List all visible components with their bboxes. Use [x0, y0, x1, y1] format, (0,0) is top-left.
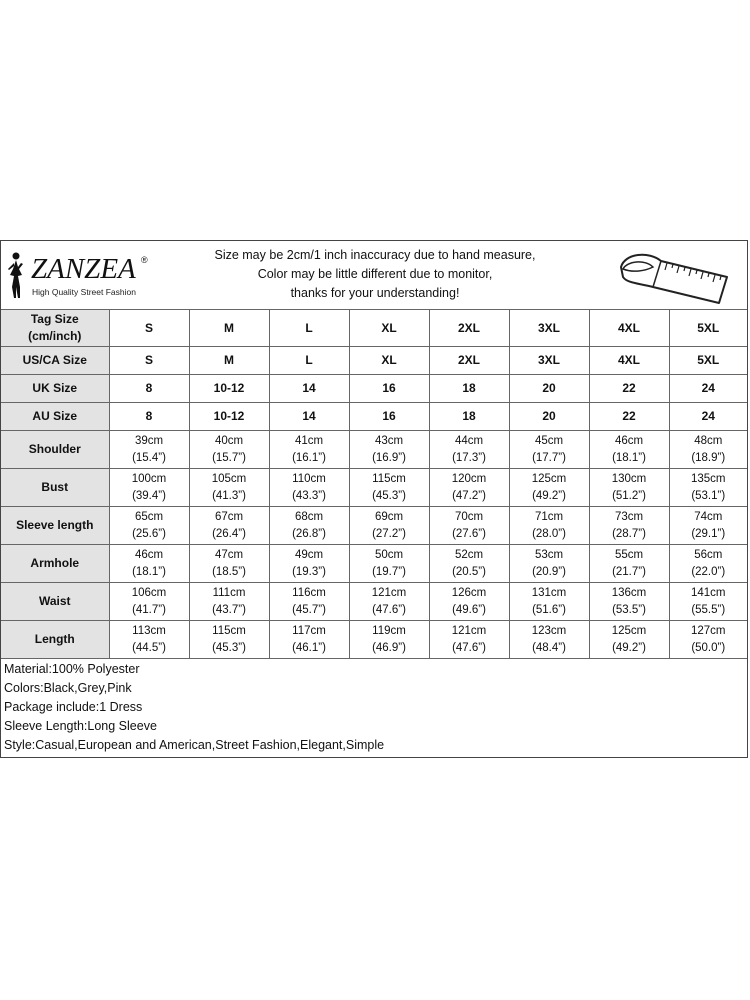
cell-inch: (18.1”)	[132, 565, 166, 578]
table-cell: 5XL	[669, 310, 747, 347]
table-cell	[189, 583, 269, 621]
table-cell: 20	[509, 403, 589, 431]
table-row	[1, 347, 747, 375]
cell-inch: (28.7”)	[612, 527, 646, 540]
table-cell: 22	[589, 375, 669, 403]
table-cell	[669, 469, 747, 507]
table-cell: 20	[509, 375, 589, 403]
cell-inch: (25.6”)	[132, 527, 166, 540]
cell-inch: (47.6”)	[452, 641, 486, 654]
table-cell	[189, 507, 269, 545]
cell-cm: 45cm	[534, 434, 564, 447]
table-cell	[589, 431, 669, 469]
table-cell	[109, 545, 189, 583]
table-cell: 14	[269, 375, 349, 403]
cell-inch: (15.4”)	[132, 451, 166, 464]
measuring-tape-icon	[615, 247, 733, 305]
cell-cm: 56cm	[694, 548, 723, 561]
row-label: Bust	[1, 469, 109, 507]
cell-inch: (46.9”)	[372, 641, 406, 654]
table-cell: 2XL	[429, 310, 509, 347]
table-cell	[109, 583, 189, 621]
cell-cm: 111cm	[212, 586, 246, 599]
row-label: Waist	[1, 583, 109, 621]
cell-inch: (18.1”)	[612, 451, 646, 464]
table-cell: 22	[589, 403, 669, 431]
cell-inch: (45.3”)	[212, 641, 246, 654]
table-cell	[589, 545, 669, 583]
cell-inch: (29.1”)	[691, 527, 726, 540]
cell-cm: 74cm	[694, 510, 723, 523]
cell-inch: (17.7”)	[532, 451, 566, 464]
table-row	[1, 403, 747, 431]
row-label: AU Size	[1, 403, 109, 431]
table-cell	[269, 621, 349, 659]
table-row	[1, 621, 747, 659]
table-cell: 8	[109, 375, 189, 403]
cell-inch: (51.6”)	[532, 603, 566, 616]
cell-cm: 135cm	[690, 472, 726, 485]
notice-line: thanks for your understanding!	[290, 286, 460, 300]
table-cell: 10-12	[189, 375, 269, 403]
cell-cm: 119cm	[372, 624, 406, 637]
table-cell	[429, 583, 509, 621]
table-row	[1, 507, 747, 545]
cell-inch: (47.2”)	[452, 489, 486, 502]
cell-cm: 121cm	[451, 624, 487, 637]
info-style: Style:Casual,European and American,Street Fashion,Elegant,Simple	[4, 738, 385, 752]
brand-tagline: High Quality Street Fashion	[32, 287, 136, 297]
cell-cm: 53cm	[534, 548, 564, 561]
notice-line: Color may be little different due to monitor,	[257, 267, 493, 281]
table-cell: M	[189, 347, 269, 375]
table-cell	[429, 545, 509, 583]
cell-cm: 46cm	[614, 434, 644, 447]
row-label-line: (cm/inch)	[28, 329, 82, 343]
cell-cm: 126cm	[451, 586, 487, 599]
cell-inch: (27.6”)	[452, 527, 486, 540]
table-cell: 14	[269, 403, 349, 431]
table-cell	[269, 507, 349, 545]
table-cell: XL	[349, 347, 429, 375]
row-label	[1, 310, 109, 347]
cell-inch: (15.7”)	[212, 451, 246, 464]
table-cell	[349, 469, 429, 507]
info-material: Material:100% Polyester	[4, 662, 140, 676]
cell-inch: (28.0”)	[532, 527, 566, 540]
table-cell: L	[269, 310, 349, 347]
cell-cm: 50cm	[374, 548, 404, 561]
table-row	[1, 375, 747, 403]
table-cell	[589, 621, 669, 659]
cell-cm: 115cm	[212, 624, 246, 637]
info-package: Package include:1 Dress	[4, 700, 143, 714]
cell-inch: (27.2”)	[372, 527, 406, 540]
woman-silhouette-icon	[5, 251, 29, 299]
cell-cm: 127cm	[690, 624, 726, 637]
table-cell: 24	[669, 403, 747, 431]
cell-cm: 105cm	[211, 472, 247, 485]
cell-cm: 65cm	[134, 510, 164, 523]
table-cell	[109, 507, 189, 545]
table-cell	[269, 545, 349, 583]
table-cell	[189, 545, 269, 583]
table-cell	[269, 583, 349, 621]
table-cell: M	[189, 310, 269, 347]
table-cell	[109, 431, 189, 469]
cell-cm: 52cm	[454, 548, 484, 561]
table-cell	[509, 469, 589, 507]
table-cell: 3XL	[509, 310, 589, 347]
table-row	[1, 431, 747, 469]
cell-inch: (19.3”)	[292, 565, 326, 578]
row-label: Length	[1, 621, 109, 659]
table-row	[1, 583, 747, 621]
cell-inch: (53.5”)	[612, 603, 646, 616]
table-cell	[429, 621, 509, 659]
table-cell	[669, 507, 747, 545]
table-cell	[589, 469, 669, 507]
cell-cm: 67cm	[214, 510, 244, 523]
table-cell	[189, 431, 269, 469]
table-cell: L	[269, 347, 349, 375]
cell-inch: (45.3”)	[372, 489, 406, 502]
cell-cm: 125cm	[611, 624, 647, 637]
cell-inch: (41.3”)	[212, 489, 246, 502]
notice-line: Size may be 2cm/1 inch inaccuracy due to hand measure,	[214, 248, 536, 262]
cell-inch: (53.1”)	[691, 489, 726, 502]
table-cell	[589, 507, 669, 545]
cell-cm: 116cm	[292, 586, 326, 599]
row-label-line: Tag Size	[30, 312, 79, 326]
row-label: US/CA Size	[1, 347, 109, 375]
cell-inch: (39.4”)	[132, 489, 166, 502]
cell-cm: 47cm	[214, 548, 244, 561]
cell-inch: (51.2”)	[612, 489, 646, 502]
row-label: Sleeve length	[1, 507, 109, 545]
row-label: UK Size	[1, 375, 109, 403]
info-colors: Colors:Black,Grey,Pink	[4, 681, 132, 695]
brand-logo	[5, 249, 155, 301]
cell-cm: 117cm	[292, 624, 326, 637]
cell-inch: (49.2”)	[532, 489, 566, 502]
cell-cm: 70cm	[454, 510, 484, 523]
cell-inch: (45.7”)	[292, 603, 326, 616]
table-cell	[589, 583, 669, 621]
cell-inch: (43.7”)	[212, 603, 246, 616]
cell-inch: (16.9”)	[372, 451, 406, 464]
row-label: Armhole	[1, 545, 109, 583]
table-cell	[269, 431, 349, 469]
cell-inch: (18.9”)	[691, 451, 726, 464]
cell-inch: (44.5”)	[132, 641, 166, 654]
cell-inch: (16.1”)	[292, 451, 326, 464]
table-row	[1, 310, 747, 347]
cell-inch: (19.7”)	[372, 565, 406, 578]
cell-inch: (48.4”)	[532, 641, 566, 654]
table-cell: S	[109, 310, 189, 347]
table-cell	[669, 545, 747, 583]
cell-cm: 73cm	[614, 510, 644, 523]
cell-inch: (49.6”)	[452, 603, 486, 616]
cell-cm: 69cm	[374, 510, 404, 523]
cell-cm: 39cm	[134, 434, 164, 447]
table-cell	[669, 431, 747, 469]
cell-cm: 43cm	[374, 434, 404, 447]
table-cell	[429, 469, 509, 507]
table-cell: 18	[429, 403, 509, 431]
size-chart	[0, 240, 748, 758]
cell-cm: 115cm	[372, 472, 406, 485]
cell-cm: 120cm	[451, 472, 487, 485]
cell-inch: (26.8”)	[292, 527, 326, 540]
table-cell	[109, 469, 189, 507]
cell-inch: (46.1”)	[292, 641, 326, 654]
cell-inch: (21.7”)	[612, 565, 646, 578]
cell-inch: (41.7”)	[132, 603, 166, 616]
cell-cm: 55cm	[614, 548, 644, 561]
table-cell	[509, 621, 589, 659]
table-cell	[509, 545, 589, 583]
table-row	[1, 469, 747, 507]
table-cell: 5XL	[669, 347, 747, 375]
cell-inch: (17.3”)	[452, 451, 486, 464]
table-cell: 24	[669, 375, 747, 403]
table-cell	[429, 431, 509, 469]
notice	[171, 246, 579, 303]
table-cell: 16	[349, 403, 429, 431]
table-cell	[509, 431, 589, 469]
cell-cm: 121cm	[371, 586, 407, 599]
cell-inch: (22.0”)	[691, 565, 726, 578]
cell-inch: (55.5”)	[691, 603, 726, 616]
table-cell: 4XL	[589, 310, 669, 347]
table-cell: 4XL	[589, 347, 669, 375]
cell-cm: 136cm	[611, 586, 647, 599]
size-table	[1, 309, 747, 659]
cell-cm: 46cm	[134, 548, 164, 561]
table-cell	[349, 583, 429, 621]
table-cell: 16	[349, 375, 429, 403]
table-cell	[349, 621, 429, 659]
table-cell	[509, 507, 589, 545]
cell-inch: (20.9”)	[532, 565, 566, 578]
table-row	[1, 545, 747, 583]
cell-cm: 40cm	[214, 434, 244, 447]
table-cell: 2XL	[429, 347, 509, 375]
cell-inch: (26.4”)	[212, 527, 246, 540]
cell-inch: (18.5”)	[212, 565, 246, 578]
table-cell	[189, 469, 269, 507]
cell-inch: (20.5”)	[452, 565, 486, 578]
table-cell: 8	[109, 403, 189, 431]
table-cell: 10-12	[189, 403, 269, 431]
cell-cm: 48cm	[694, 434, 723, 447]
cell-cm: 113cm	[132, 624, 166, 637]
table-cell	[669, 583, 747, 621]
cell-cm: 68cm	[294, 510, 324, 523]
cell-cm: 141cm	[690, 586, 726, 599]
chart-header	[1, 241, 747, 310]
table-cell	[349, 545, 429, 583]
cell-cm: 130cm	[611, 472, 647, 485]
table-cell: XL	[349, 310, 429, 347]
row-label: Shoulder	[1, 431, 109, 469]
table-cell	[269, 469, 349, 507]
cell-cm: 71cm	[534, 510, 564, 523]
cell-cm: 41cm	[294, 434, 324, 447]
table-cell	[349, 431, 429, 469]
table-cell	[669, 621, 747, 659]
cell-cm: 44cm	[454, 434, 484, 447]
cell-inch: (43.3”)	[292, 489, 326, 502]
cell-inch: (50.0”)	[691, 641, 726, 654]
cell-cm: 131cm	[531, 586, 567, 599]
info-sleeve-length: Sleeve Length:Long Sleeve	[4, 719, 157, 733]
table-cell	[509, 583, 589, 621]
cell-cm: 49cm	[294, 548, 324, 561]
table-cell: 3XL	[509, 347, 589, 375]
cell-inch: (47.6”)	[372, 603, 406, 616]
table-cell: S	[109, 347, 189, 375]
table-cell	[189, 621, 269, 659]
cell-cm: 123cm	[531, 624, 567, 637]
brand-name: ZANZEA	[31, 253, 136, 285]
cell-inch: (49.2”)	[612, 641, 646, 654]
table-cell	[429, 507, 509, 545]
table-cell	[349, 507, 429, 545]
cell-cm: 100cm	[131, 472, 167, 485]
table-cell: 18	[429, 375, 509, 403]
cell-cm: 106cm	[131, 586, 167, 599]
product-info	[4, 660, 744, 755]
cell-cm: 110cm	[292, 472, 326, 485]
table-cell	[109, 621, 189, 659]
registered-mark: ®	[141, 255, 148, 265]
cell-cm: 125cm	[531, 472, 567, 485]
